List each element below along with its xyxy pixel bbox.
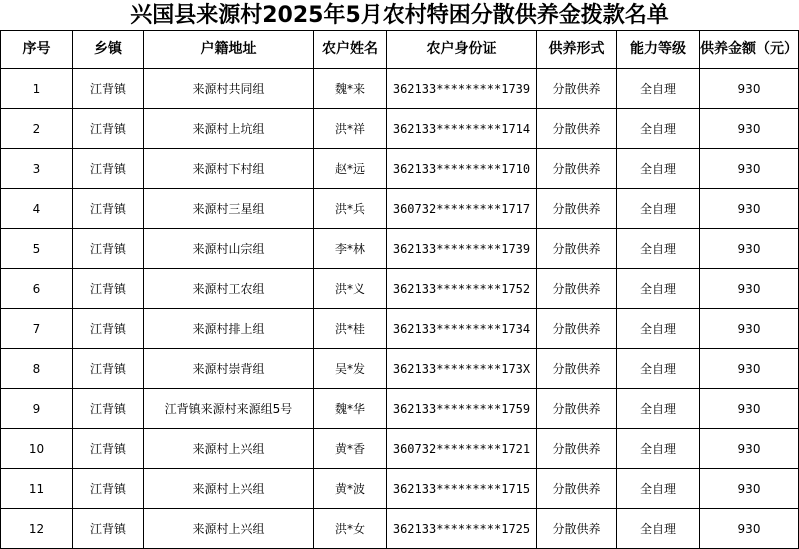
cell-ability-level: 全自理 bbox=[617, 469, 700, 509]
cell-index: 8 bbox=[1, 349, 73, 389]
cell-amount: 930 bbox=[700, 429, 799, 469]
cell-amount: 930 bbox=[700, 189, 799, 229]
cell-index: 1 bbox=[1, 69, 73, 109]
cell-name: 魏*华 bbox=[314, 389, 387, 429]
table-row bbox=[1, 429, 799, 469]
cell-id-number: 362133*********1734 bbox=[387, 309, 537, 349]
cell-id-number: 362133*********1739 bbox=[387, 69, 537, 109]
cell-id-number: 362133*********1739 bbox=[387, 229, 537, 269]
cell-ability-level: 全自理 bbox=[617, 349, 700, 389]
table-row bbox=[1, 149, 799, 189]
cell-township: 江背镇 bbox=[73, 389, 144, 429]
cell-township: 江背镇 bbox=[73, 429, 144, 469]
cell-township: 江背镇 bbox=[73, 509, 144, 549]
cell-id-number: 360732*********1721 bbox=[387, 429, 537, 469]
column-header-id-number: 农户身份证 bbox=[387, 31, 537, 69]
cell-id-number: 362133*********1715 bbox=[387, 469, 537, 509]
cell-address: 来源村上兴组 bbox=[144, 509, 314, 549]
cell-address: 来源村排上组 bbox=[144, 309, 314, 349]
cell-ability-level: 全自理 bbox=[617, 189, 700, 229]
table-row bbox=[1, 509, 799, 549]
cell-index: 4 bbox=[1, 189, 73, 229]
cell-township: 江背镇 bbox=[73, 189, 144, 229]
cell-address: 来源村下村组 bbox=[144, 149, 314, 189]
cell-support-type: 分散供养 bbox=[537, 309, 617, 349]
table-row bbox=[1, 349, 799, 389]
cell-index: 7 bbox=[1, 309, 73, 349]
cell-id-number: 362133*********1759 bbox=[387, 389, 537, 429]
cell-address: 来源村上兴组 bbox=[144, 429, 314, 469]
cell-index: 2 bbox=[1, 109, 73, 149]
cell-address: 来源村工农组 bbox=[144, 269, 314, 309]
cell-name: 黄*香 bbox=[314, 429, 387, 469]
cell-support-type: 分散供养 bbox=[537, 509, 617, 549]
cell-name: 李*林 bbox=[314, 229, 387, 269]
cell-id-number: 362133*********173X bbox=[387, 349, 537, 389]
cell-support-type: 分散供养 bbox=[537, 429, 617, 469]
cell-township: 江背镇 bbox=[73, 109, 144, 149]
cell-township: 江背镇 bbox=[73, 269, 144, 309]
cell-amount: 930 bbox=[700, 149, 799, 189]
cell-name: 洪*桂 bbox=[314, 309, 387, 349]
table-body bbox=[1, 69, 799, 549]
cell-amount: 930 bbox=[700, 269, 799, 309]
cell-name: 魏*来 bbox=[314, 69, 387, 109]
table-row bbox=[1, 469, 799, 509]
cell-support-type: 分散供养 bbox=[537, 69, 617, 109]
cell-id-number: 362133*********1710 bbox=[387, 149, 537, 189]
cell-index: 9 bbox=[1, 389, 73, 429]
cell-amount: 930 bbox=[700, 509, 799, 549]
cell-ability-level: 全自理 bbox=[617, 109, 700, 149]
cell-id-number: 362133*********1714 bbox=[387, 109, 537, 149]
cell-address: 来源村上兴组 bbox=[144, 469, 314, 509]
cell-ability-level: 全自理 bbox=[617, 69, 700, 109]
cell-id-number: 362133*********1752 bbox=[387, 269, 537, 309]
cell-name: 洪*祥 bbox=[314, 109, 387, 149]
table-row bbox=[1, 229, 799, 269]
page-title: 兴国县来源村2025年5月农村特困分散供养金拨款名单 bbox=[130, 3, 669, 28]
cell-support-type: 分散供养 bbox=[537, 389, 617, 429]
column-header-support-type: 供养形式 bbox=[537, 31, 617, 69]
table-row bbox=[1, 109, 799, 149]
table-row bbox=[1, 269, 799, 309]
cell-amount: 930 bbox=[700, 469, 799, 509]
cell-address: 江背镇来源村来源组5号 bbox=[144, 389, 314, 429]
cell-township: 江背镇 bbox=[73, 229, 144, 269]
cell-index: 11 bbox=[1, 469, 73, 509]
cell-amount: 930 bbox=[700, 229, 799, 269]
allowance-table bbox=[0, 30, 799, 549]
cell-amount: 930 bbox=[700, 109, 799, 149]
cell-support-type: 分散供养 bbox=[537, 469, 617, 509]
cell-township: 江背镇 bbox=[73, 69, 144, 109]
cell-id-number: 360732*********1717 bbox=[387, 189, 537, 229]
cell-name: 洪*义 bbox=[314, 269, 387, 309]
header-row bbox=[1, 31, 799, 69]
cell-address: 来源村上坑组 bbox=[144, 109, 314, 149]
cell-township: 江背镇 bbox=[73, 349, 144, 389]
cell-amount: 930 bbox=[700, 389, 799, 429]
cell-support-type: 分散供养 bbox=[537, 269, 617, 309]
cell-ability-level: 全自理 bbox=[617, 229, 700, 269]
cell-ability-level: 全自理 bbox=[617, 509, 700, 549]
cell-amount: 930 bbox=[700, 349, 799, 389]
cell-id-number: 362133*********1725 bbox=[387, 509, 537, 549]
cell-address: 来源村三星组 bbox=[144, 189, 314, 229]
cell-name: 黄*波 bbox=[314, 469, 387, 509]
cell-address: 来源村山宗组 bbox=[144, 229, 314, 269]
cell-ability-level: 全自理 bbox=[617, 309, 700, 349]
table-row bbox=[1, 69, 799, 109]
cell-ability-level: 全自理 bbox=[617, 149, 700, 189]
table-row bbox=[1, 189, 799, 229]
cell-index: 6 bbox=[1, 269, 73, 309]
column-header-address: 户籍地址 bbox=[144, 31, 314, 69]
cell-support-type: 分散供养 bbox=[537, 349, 617, 389]
cell-name: 洪*兵 bbox=[314, 189, 387, 229]
cell-name: 赵*远 bbox=[314, 149, 387, 189]
table-header bbox=[1, 31, 799, 69]
cell-index: 12 bbox=[1, 509, 73, 549]
cell-index: 5 bbox=[1, 229, 73, 269]
cell-address: 来源村崇背组 bbox=[144, 349, 314, 389]
cell-support-type: 分散供养 bbox=[537, 149, 617, 189]
cell-support-type: 分散供养 bbox=[537, 189, 617, 229]
cell-support-type: 分散供养 bbox=[537, 109, 617, 149]
cell-name: 吴*发 bbox=[314, 349, 387, 389]
cell-township: 江背镇 bbox=[73, 309, 144, 349]
cell-township: 江背镇 bbox=[73, 469, 144, 509]
cell-index: 3 bbox=[1, 149, 73, 189]
cell-ability-level: 全自理 bbox=[617, 389, 700, 429]
column-header-index: 序号 bbox=[1, 31, 73, 69]
cell-ability-level: 全自理 bbox=[617, 429, 700, 469]
column-header-name: 农户姓名 bbox=[314, 31, 387, 69]
cell-amount: 930 bbox=[700, 309, 799, 349]
cell-support-type: 分散供养 bbox=[537, 229, 617, 269]
table-row bbox=[1, 309, 799, 349]
cell-township: 江背镇 bbox=[73, 149, 144, 189]
cell-ability-level: 全自理 bbox=[617, 269, 700, 309]
column-header-township: 乡镇 bbox=[73, 31, 144, 69]
cell-name: 洪*女 bbox=[314, 509, 387, 549]
cell-index: 10 bbox=[1, 429, 73, 469]
column-header-amount: 供养金额（元） bbox=[700, 31, 799, 69]
cell-address: 来源村共同组 bbox=[144, 69, 314, 109]
column-header-ability-level: 能力等级 bbox=[617, 31, 700, 69]
table-row bbox=[1, 389, 799, 429]
cell-amount: 930 bbox=[700, 69, 799, 109]
